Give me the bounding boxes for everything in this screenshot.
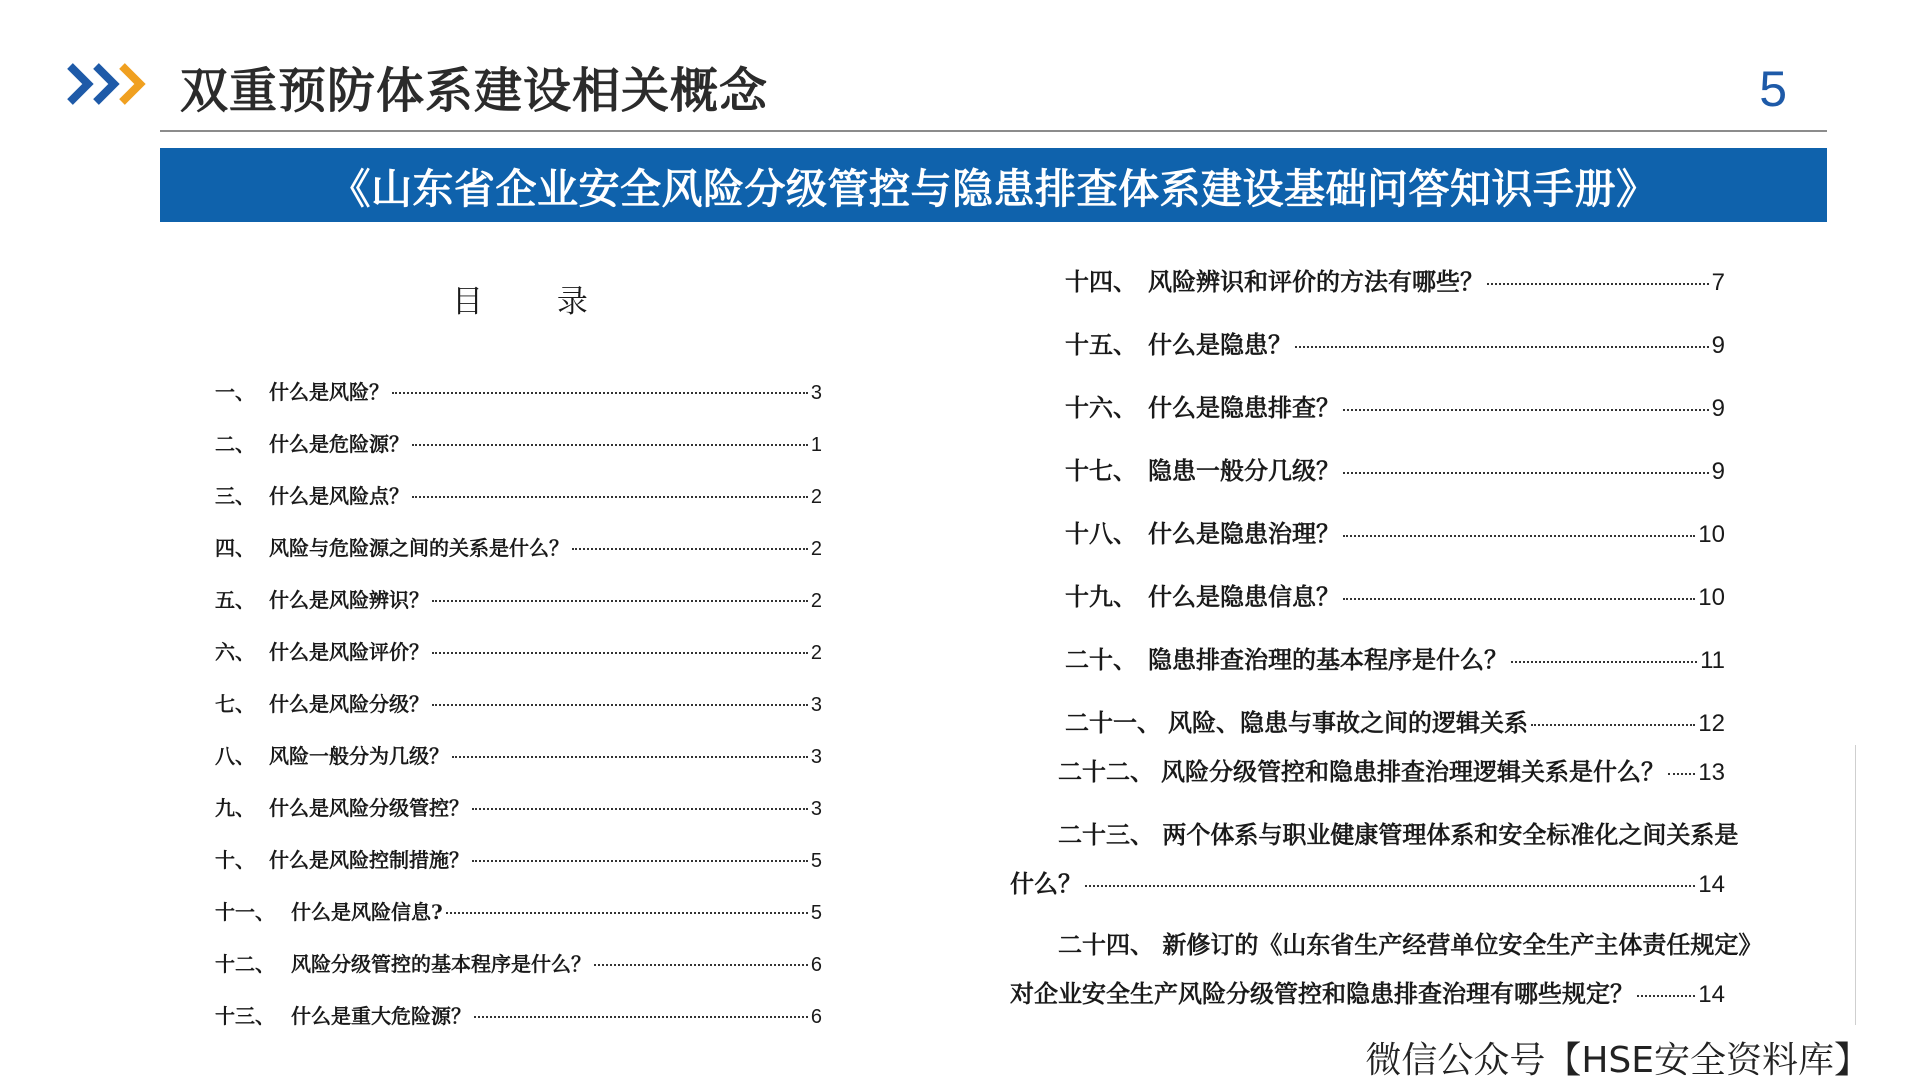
watermark-text: 微信公众号【HSE安全资料库】	[1365, 1040, 1870, 1081]
toc-entry: 什么？ 14	[1010, 869, 1725, 898]
toc-entry: 对企业安全生产风险分级管控和隐患排查治理有哪些规定？ 14	[1010, 979, 1725, 1008]
toc-entry: 十三、 什么是重大危险源？ 6	[215, 1004, 822, 1028]
toc-entry: 十七、 隐患一般分几级？ 9	[1065, 456, 1725, 485]
toc-entry: 一、 什么是风险？ 3	[215, 380, 822, 404]
toc-entry: 十、 什么是风险控制措施？ 5	[215, 848, 822, 872]
toc-entry: 三、 什么是风险点？ 2	[215, 484, 822, 508]
toc-entry: 二十一、 风险、隐患与事故之间的逻辑关系 12	[1065, 708, 1725, 737]
slide-title: 双重预防体系建设相关概念	[180, 63, 769, 119]
toc-entry: 四、 风险与危险源之间的关系是什么？ 2	[215, 536, 822, 560]
toc-entry-line: 二十四、 新修订的《山东省生产经营单位安全生产主体责任规定》	[1058, 930, 1763, 959]
toc-entry: 二、 什么是危险源？ 1	[215, 432, 822, 456]
page-number: 5	[1759, 61, 1787, 117]
toc-entry: 十九、 什么是隐患信息？ 10	[1065, 582, 1725, 611]
banner-text: 《山东省企业安全风险分级管控与隐患排查体系建设基础问答知识手册》	[329, 164, 1658, 213]
toc-entry: 二十二、 风险分级管控和隐患排查治理逻辑关系是什么？ 13	[1058, 757, 1725, 786]
toc-entry: 八、 风险一般分为几级？ 3	[215, 744, 822, 768]
toc-heading: 目 录	[452, 284, 620, 320]
title-banner	[160, 148, 1827, 222]
toc-entry: 十八、 什么是隐患治理？ 10	[1065, 519, 1725, 548]
toc-entry: 十五、 什么是隐患？ 9	[1065, 330, 1725, 359]
toc-entry: 十六、 什么是隐患排查？ 9	[1065, 393, 1725, 422]
toc-entry: 二十、 隐患排查治理的基本程序是什么？ 11	[1065, 645, 1725, 674]
toc-entry: 六、 什么是风险评价？ 2	[215, 640, 822, 664]
toc-entry: 五、 什么是风险辨识？ 2	[215, 588, 822, 612]
toc-entry: 十一、 什么是风险信息? 5	[215, 900, 822, 924]
page-edge-line	[1855, 745, 1856, 1025]
toc-entry: 九、 什么是风险分级管控？ 3	[215, 796, 822, 820]
toc-entry: 十四、 风险辨识和评价的方法有哪些？ 7	[1065, 267, 1725, 296]
header-divider	[160, 130, 1827, 132]
toc-entry-line: 二十三、 两个体系与职业健康管理体系和安全标准化之间关系是	[1058, 820, 1739, 849]
toc-entry: 七、 什么是风险分级？ 3	[215, 692, 822, 716]
triple-chevron-right-icon	[66, 62, 156, 106]
toc-entry: 十二、 风险分级管控的基本程序是什么？ 6	[215, 952, 822, 976]
